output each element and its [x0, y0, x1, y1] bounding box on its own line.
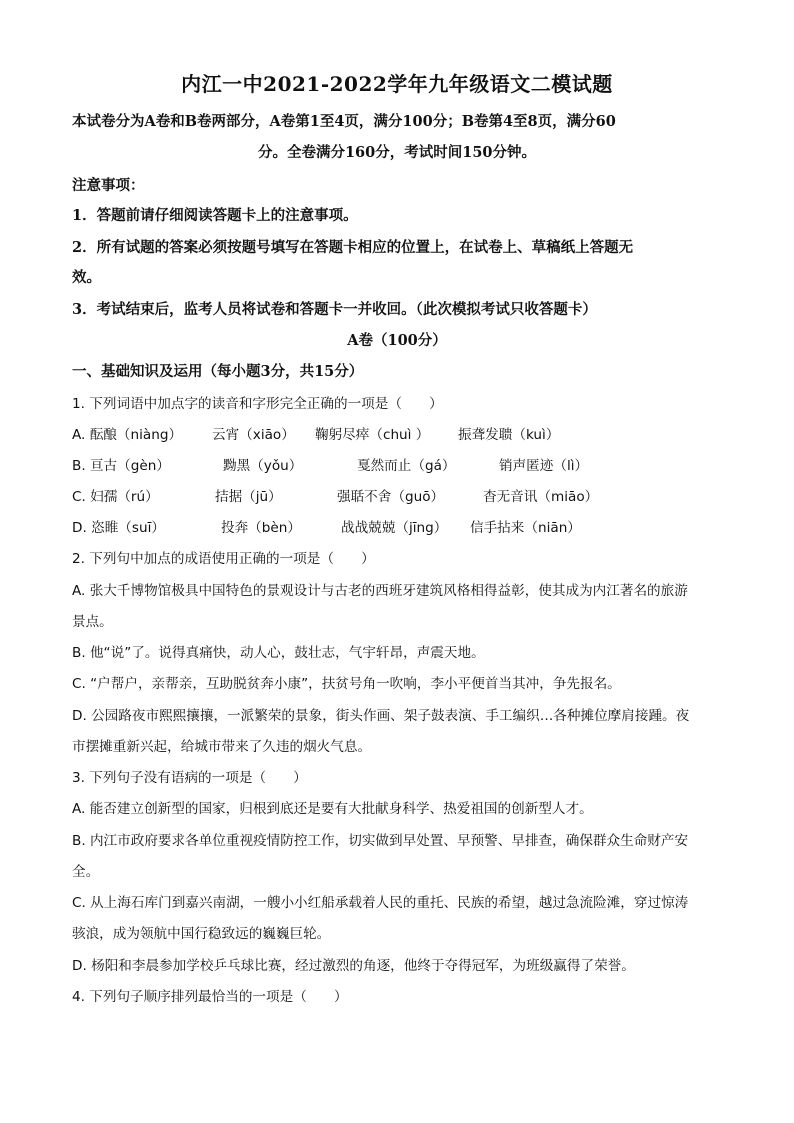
q3-option-c-line-1: C. 从上海石库门到嘉兴南湖，一艘小小红船承载着人民的重托、民族的希望，越过急流险滩，穿过惊涛	[72, 895, 689, 911]
q1-option-d-4: 信手拈来（niān）	[470, 520, 581, 536]
q2-option-a-line-2: 景点。	[72, 614, 113, 630]
q1-option-c-4: 杳无音讯（miāo）	[483, 489, 599, 505]
q1-option-d-1: D. 恣睢（suī）	[72, 520, 165, 536]
section-a-heading: A卷（100分）	[347, 332, 447, 349]
q3-option-b-line-1: B. 内江市政府要求各单位重视疫情防控工作，切实做到早处置、早预警、早排查，确保群众生命财产安	[72, 833, 689, 849]
q1-option-b-1: B. 亘古（gèn）	[72, 458, 170, 474]
q1-option-c-3: 强聒不舍（guō）	[337, 489, 445, 505]
q2-option-c: C. “户帮户，亲帮亲，互助脱贫奔小康”，扶贫号角一吹响，李小平便首当其冲，争先报名。	[72, 676, 621, 692]
notice-item-2-line-1: 2．所有试题的答案必须按题号填写在答题卡相应的位置上，在试卷上、草稿纸上答题无	[72, 239, 634, 256]
q1-option-a-2: 云宵（xiāo）	[212, 427, 295, 443]
q1-option-b-2: 黝黑（yǒu）	[223, 458, 303, 474]
q2-option-b: B. 他“说”了。说得真痛快，动人心，鼓壮志，气宇轩昂，声震天地。	[72, 645, 485, 661]
q3-option-a: A. 能否建立创新型的国家，归根到底还是要有大批献身科学、热爱祖国的创新型人才。	[72, 801, 593, 817]
q1-option-c-1: C. 妇孺（rú）	[72, 489, 159, 505]
notice-item-2-line-2: 效。	[72, 269, 101, 286]
q3-option-c-line-2: 骇浪，成为领航中国行稳致远的巍巍巨轮。	[72, 926, 331, 942]
part-1-heading: 一、基础知识及运用（每小题3分，共15分）	[72, 363, 364, 380]
q1-stem: 1. 下列词语中加点字的读音和字形完全正确的一项是（ ）	[72, 396, 443, 412]
q3-stem: 3. 下列句子没有语病的一项是（ ）	[72, 770, 307, 786]
notice-item-3: 3．考试结束后，监考人员将试卷和答题卡一并收回。（此次模拟考试只收答题卡）	[72, 301, 597, 318]
q1-option-d-3: 战战兢兢（jīng）	[341, 520, 448, 536]
q1-option-c-2: 拮据（jū）	[215, 489, 282, 505]
q1-option-a-4: 振聋发聩（kuì）	[458, 427, 560, 443]
q1-option-b-3: 戛然而止（gá）	[357, 458, 456, 474]
q2-stem: 2. 下列句中加点的成语使用正确的一项是（ ）	[72, 551, 375, 567]
intro-line-2: 分。全卷满分160分，考试时间150分钟。	[257, 144, 537, 161]
notice-item-1: 1．答题前请仔细阅读答题卡上的注意事项。	[72, 207, 358, 224]
q2-option-d-line-1: D. 公园路夜市熙熙攘攘，一派繁荣的景象，街头作画、架子鼓表演、手工编织…各种摊位摩肩接踵。夜	[72, 708, 690, 724]
q2-option-a-line-1: A. 张大千博物馆极具中国特色的景观设计与古老的西班牙建筑风格相得益彰，使其成为内江著名的旅游	[72, 583, 688, 599]
q1-option-a-1: A. 酝酿（niàng）	[72, 427, 183, 443]
intro-line-1: 本试卷分为A卷和B卷两部分，A卷第1至4页，满分100分；B卷第4至8页，满分60	[72, 113, 616, 130]
notice-heading: 注意事项：	[72, 177, 145, 194]
q1-option-a-3: 鞠躬尽瘁（chuì ）	[315, 427, 430, 443]
q1-option-d-2: 投奔（bèn）	[221, 520, 301, 536]
q3-option-b-line-2: 全。	[72, 864, 100, 880]
exam-title: 内江一中2021-2022学年九年级语文二模试题	[181, 72, 613, 96]
q3-option-d: D. 杨阳和李晨参加学校乒乓球比赛，经过激烈的角逐，他终于夺得冠军，为班级赢得了荣誉。	[72, 958, 635, 974]
q2-option-d-line-2: 市摆摊重新兴起，给城市带来了久违的烟火气息。	[72, 739, 372, 755]
q4-stem: 4. 下列句子顺序排列最恰当的一项是（ ）	[72, 989, 348, 1005]
q1-option-b-4: 销声匿迹（lì）	[499, 458, 589, 474]
